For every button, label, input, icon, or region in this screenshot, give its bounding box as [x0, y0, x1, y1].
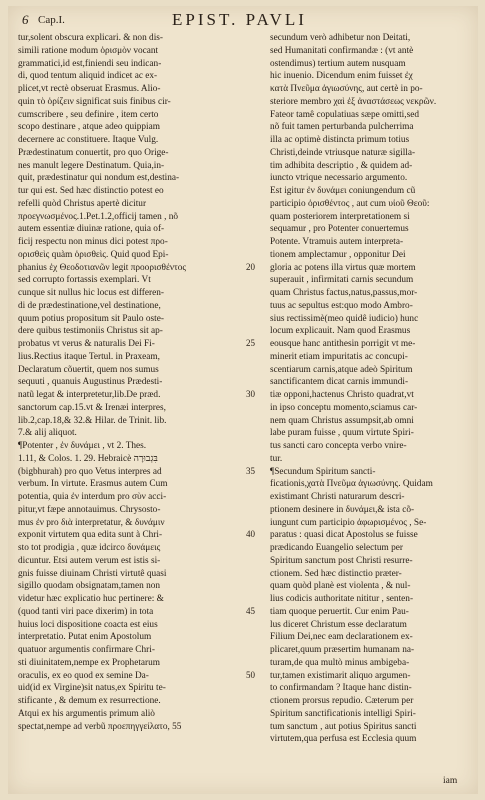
text-line: iungunt cum participio ἀφωρισμένος , Se- — [270, 517, 427, 528]
text-line: virtutem,qua perfusa est Ecclesia quum — [270, 734, 417, 745]
text-line: (quod tanti viri pace dixerim) in tota — [18, 606, 154, 617]
text-line: labe puram fuisse , quum virtute Spiri- — [270, 428, 414, 439]
text-line: ficationis,χατὰ Πνεῦμα ἁγιωσύνης. Quidam — [270, 479, 433, 490]
text-line: phanius ἐχ Θεοδοτιανῶν legit προορισθέντος — [18, 262, 187, 273]
text-line: Filium Dei,nec eam declarationem ex- — [270, 632, 413, 643]
text-line: mus ἐν pro διὰ interpretatur, & δυνάμιν — [18, 517, 165, 528]
text-line: sanctificantem dicat carnis immundi- — [270, 377, 409, 388]
text-line: scentiarum carnis,atque adeò Spiritum — [270, 364, 413, 375]
margin-line-numbers — [244, 32, 266, 788]
text-line: dere quibus testimoniis Christus sit ap- — [18, 326, 163, 337]
page-number: 6 — [22, 12, 29, 27]
text-line: lib.2,cap.18,& 32.& Hilar. de Trinit. lib. — [18, 415, 167, 426]
text-line: sti diuinitatem,nempe ex Prophetarum — [18, 657, 161, 668]
text-line: secundum verò adhibetur non Deitati, — [270, 33, 411, 43]
text-line: gnis fuisse diuinam Christi virtutê quasi — [18, 568, 167, 579]
text-line: nõ fuit tamen perturbanda pulcherrima — [270, 122, 414, 133]
text-line: cunque sit nullus hic locus est differen- — [18, 288, 164, 298]
text-line: Spiritum sanctum post Christi resurre- — [270, 555, 413, 566]
text-line: ptionem desinere in δυνάμει,& ista cõ- — [270, 504, 415, 515]
text-line: quatuor argumentis confirmare Chri- — [18, 645, 155, 655]
text-line: quum potius propositum sit Paulo oste- — [18, 313, 164, 324]
text-line: existimant Christi naturarum descri- — [270, 492, 405, 502]
text-line: in ipso conceptu momento,sciamus car- — [270, 402, 418, 413]
text-line: Atqui ex his argumentis primum aliò — [18, 708, 155, 719]
text-line: ctionem prorsus repudio. Cæterum per — [270, 696, 414, 706]
text-line: eousque hanc antithesin porrigit vt me- — [270, 339, 416, 349]
text-line: gloria ac potens illa virtus quæ mortem — [270, 262, 416, 273]
text-line: κατὰ Πνεῦμα ἁγιωσύνης, aut certè in po- — [270, 84, 423, 94]
text-line: Declaratum cõuertit, quem nos sumus — [18, 364, 159, 375]
text-line: illa ac optimè distincta primum totius — [270, 135, 410, 145]
text-line: videtur hæc explicatio huc pertinere: & — [18, 594, 164, 604]
text-line: locum explicauit. Nam quod Erasmus — [270, 326, 411, 337]
text-line: προεγνωσμένος.1.Pet.1.2,officij tamen , nõ — [18, 211, 179, 222]
margin-line-number: 50 — [246, 669, 255, 680]
text-line: plicet,vt rectè obseruat Erasmus. Alio- — [18, 84, 161, 94]
text-line: superauit , infirmitati carnis secundum — [270, 275, 414, 286]
text-line: turam,de qua multò minus ambigeba- — [270, 657, 410, 668]
text-line: ¶Potenter , ἐν δυνάμει , vt 2. Thes. — [18, 441, 147, 451]
text-line: sed Humanitati confirmandæ : (vt antè — [270, 45, 414, 56]
margin-line-number: 45 — [246, 605, 255, 616]
text-line: tuus ac sepultus est:quo modo Ambro- — [270, 300, 413, 311]
text-line: decernere ac constituere. Itaque Vulg. — [18, 135, 159, 145]
text-line: tur,solent obscura explicari. & non dis- — [18, 33, 163, 43]
book-page — [8, 6, 478, 794]
text-line: participio ὁρισθέντος , aut cum υἱοῦ Θεοῦ: — [270, 198, 430, 209]
text-line: refelli quòd Christus apertè dicitur — [18, 198, 147, 209]
text-line: quam Christus factus,natus,passus,mor- — [270, 288, 418, 298]
running-header — [22, 10, 474, 30]
text-line: ctionem. Sed hæc distinctio præter- — [270, 568, 402, 579]
text-line: quam quòd planè est violenta , & nul- — [270, 581, 411, 592]
text-line: simili ratione modum ὁρισμὸν vocant — [18, 45, 159, 56]
text-line: paratus : quasi dicat Apostolus se fuisse — [270, 530, 418, 541]
text-line: tus sancti caro concepta verbo vnire- — [270, 441, 407, 451]
text-line: di, quod tentum aliquid indicet ac ex- — [18, 71, 158, 82]
text-line: lus diceret Christum esse declaratum — [270, 619, 407, 630]
text-line: tiæ opponi,hactenus Christo quadrat,vt — [270, 390, 414, 400]
text-line: sanctorum cap.15.vt & Irenæi interpres, — [18, 402, 166, 413]
text-line: tiam quoque peruertit. Cur enim Pau- — [270, 606, 409, 617]
margin-line-number: 20 — [246, 261, 255, 272]
margin-line-number: 35 — [246, 465, 255, 476]
text-line: ostendimus) tertium autem nusquam — [270, 58, 406, 69]
text-line: tur. — [270, 453, 283, 464]
text-line: cumscribere , seu definire , item certo — [18, 109, 159, 120]
text-line: 1.11, & Colos. 1. 29. Hebraicè בִּגְבוּרָה — [18, 453, 158, 464]
text-line: quin τὸ ὁρίζειν significat suis finibus cir- — [18, 96, 171, 107]
text-line: uid(id ex Virgine)sit natus,ex Spiritu te- — [18, 683, 166, 694]
text-line: exponit virtutem qua edita sunt à Chri- — [18, 530, 163, 541]
text-line: to confirmandam ? Itaque hanc distin- — [270, 683, 412, 694]
text-line: Prædestinatum conuertit, pro quo Orige- — [18, 147, 169, 158]
margin-line-number: 30 — [246, 389, 255, 399]
text-line: tur,tamen existimarit aliquo argumen- — [270, 670, 411, 681]
text-line: sius rectissimè(meo quidê iudicio) hunc — [270, 313, 419, 324]
text-line: sed corrupto fortassis exemplari. Vt — [18, 275, 151, 286]
text-line: huius loci dispositione coacta est eius — [18, 619, 158, 630]
running-title: EPIST. PAVLI — [172, 10, 307, 29]
text-line: natũ legat & interpretetur,lib.De præd. — [18, 390, 161, 400]
text-line: grammatici,id est,finiendi seu indican- — [18, 58, 162, 69]
text-line: ορισθεὶς quàm ὁρισθεὶς. Quid quod Epi- — [18, 249, 169, 260]
text-line: hic inuenio. Dicendum enim fuisset ἐχ — [270, 71, 413, 82]
text-line: minerit etiam impuritatis ac concupi- — [270, 351, 408, 362]
text-line: nem quam Christus assumpsit,ab omni — [270, 415, 414, 426]
text-line: prædicando Euangelio selectum per — [270, 543, 403, 553]
text-line: scopo destinare , atque adeo quippiam — [18, 122, 160, 133]
text-line: 7.& alij aliquot. — [18, 428, 77, 439]
text-line: autem essentiæ diuinæ ratione, quia of- — [18, 224, 165, 235]
text-line: tur qui est. Sed hæc distinctio potest eo — [18, 186, 164, 196]
text-line: sequuti , quanuis Augustinus Prædesti- — [18, 377, 163, 388]
text-line: steriore membro χαὶ ἐξ ἀναστάσεως νεκρῶν. — [270, 96, 437, 107]
text-line: sto tot prodigia , quæ idcirco δυνάμεις — [18, 543, 161, 553]
text-line: Fateor tamê copulatiuas sæpe omitti,sed — [270, 109, 419, 120]
margin-line-number: 40 — [246, 529, 255, 540]
text-line: lius.Rectius itaque Tertul. in Praxeam, — [18, 351, 160, 362]
text-line: oraculis, ex eo quod ex semine Da- — [18, 670, 149, 681]
text-line: interpretatio. Putat enim Apostolum — [18, 632, 152, 643]
text-line: sequamur , pro Potenter conuertemus — [270, 224, 409, 235]
text-line: lius codicis authoritate nititur , senten- — [270, 594, 414, 604]
margin-line-number: 25 — [246, 338, 255, 348]
text-line: pitur,vt fæpe annotauimus. Chrysosto- — [18, 504, 161, 515]
text-line: ficij respectu non minus dici potest προ- — [18, 237, 168, 247]
text-line: Potente. Vtramuis autem interpreta- — [270, 237, 404, 247]
text-line: di de prædestinatione,vel destinatione, — [18, 300, 161, 311]
text-line: quit, prædestinatur qui nondum est,destina- — [18, 173, 180, 184]
text-line: quam posteriorem interpretationem si — [270, 211, 410, 222]
text-line: tionem amplectamur , opponitur Dei — [270, 249, 406, 260]
text-line: tim adhibita descriptio , & quidem ad- — [270, 160, 413, 171]
text-line: potentia, quia ἐν interdum pro σὺν acci- — [18, 492, 167, 502]
text-line: (bigbhurah) pro quo Vetus interpres ad — [18, 466, 162, 477]
text-line: Christi,deinde vtriusque naturæ sigilla- — [270, 147, 416, 158]
text-line: spectat,nempe ad verbũ προεπηγγείλατο, 55 — [18, 721, 182, 732]
text-line: ¶Secundum Spiritum sancti- — [270, 466, 376, 477]
text-line: tum sanctum , aut potius Spiritus sancti — [270, 721, 417, 732]
text-line: plicaret,quum præsertim humanam na- — [270, 645, 415, 655]
text-line: Spiritum sanctificationis intelligi Spiri- — [270, 708, 416, 719]
text-line: probatus vt verus & naturalis Dei Fi- — [18, 339, 155, 349]
text-line: nes manult legere Destinatum. Quia,in- — [18, 160, 165, 171]
left-text-column — [18, 32, 240, 788]
chapter-label: Cap.I. — [38, 14, 65, 26]
text-line: verbum. In virtute. Erasmus autem Cum — [18, 479, 168, 490]
text-line: sigillo quodam obsignatam,tamen non — [18, 581, 161, 592]
catchword: iam — [443, 776, 458, 786]
right-text-column — [270, 32, 470, 780]
text-line: iuncto vtrique necessario argumento. — [270, 173, 408, 184]
text-line: stificante , & demum ex resurrectione. — [18, 696, 161, 706]
text-line: dicuntur. Etsi autem verum est istis si- — [18, 555, 161, 566]
text-line: Est igitur ἐν δυνάμει coniungendum cũ — [270, 186, 416, 196]
